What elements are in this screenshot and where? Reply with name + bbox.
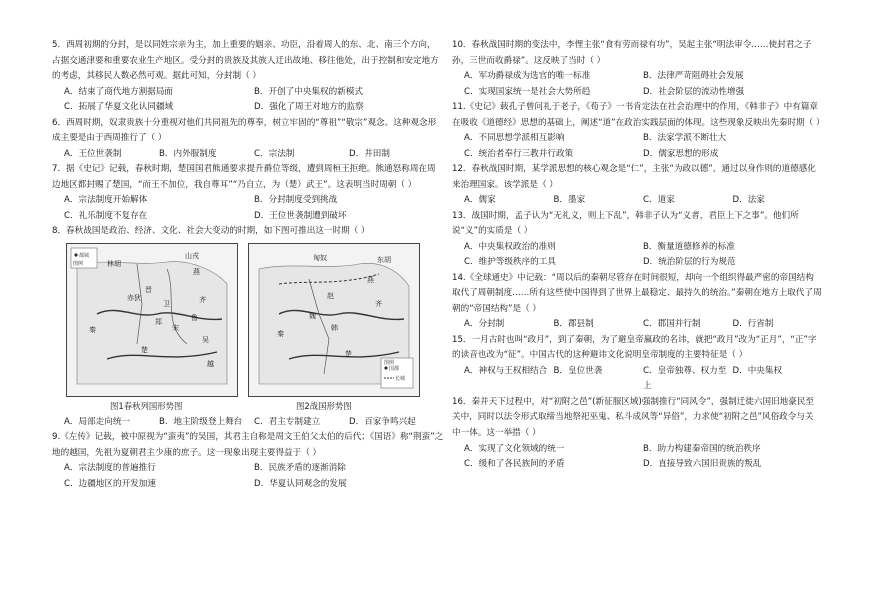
question-options: [452, 442, 822, 473]
option-d[interactable]: D．儒家思想的形成: [643, 148, 719, 159]
option-a[interactable]: A．军功爵禄成为选官的唯一标准: [464, 71, 591, 82]
left-column: [52, 38, 444, 492]
svg-text:燕: 燕: [367, 275, 374, 284]
option-b[interactable]: B．民族矛盾的逐渐消除: [254, 463, 346, 474]
option-c[interactable]: C．维护等级秩序的工具: [464, 257, 556, 268]
svg-text:韩: 韩: [331, 323, 338, 332]
option-b[interactable]: B．衡量道德修养的标准: [643, 241, 735, 252]
option-b[interactable]: B．开创了中央集权的新模式: [254, 86, 364, 97]
question-options: [452, 364, 822, 395]
option-d[interactable]: D．井田制: [349, 148, 390, 159]
question-stem: 5．西周初期的分封，是以同姓宗亲为主，加上重要的姻亲、功臣，沿着周人的东、北、南三个方向，占据交通津要和重要农业生产地区。受分封的贵族及其族人迁出故地、移往他处，出于控制和安定地方的考虑，其移民人数必然可观。据此可知，分封制（ ）: [52, 40, 439, 82]
question-stem: 8．春秋战国是政治、经济、文化、社会大变动的时期，如下图可推出这一时期（ ）: [52, 226, 370, 237]
option-b[interactable]: B．墨家: [553, 195, 586, 206]
question-7: [52, 162, 444, 224]
map-figures: [52, 243, 444, 415]
question-stem: 6．西周时期，奴隶贵族十分重视对他们共同祖先的尊奉，树立牢固的“尊祖”“敬宗”观念。这种观念形成主要是由于西周推行了（ ）: [52, 117, 437, 144]
question-16: [452, 395, 822, 473]
option-c[interactable]: C．缓和了各民族间的矛盾: [464, 458, 565, 469]
option-d[interactable]: D．社会阶层的流动性增强: [643, 86, 745, 97]
question-options: [52, 415, 444, 430]
option-c[interactable]: C．道家: [643, 195, 675, 206]
option-d[interactable]: D．中央集权: [732, 365, 783, 376]
question-stem: 16．秦并天下过程中，对“初附之邑”(新征服区域)强制推行“同风令”，强制迁徙六国旧地豪民至关中，同时以法令形式取缔当地祭祀巫鬼、私斗成风等“异俗”，力求使“初附之邑”风俗政令与关中一体。这一举措（ ）: [452, 396, 815, 438]
question-options: [452, 193, 822, 208]
question-options: [52, 193, 444, 224]
option-a[interactable]: A．神权与王权相结合: [464, 365, 548, 376]
option-c[interactable]: C．实现国家统一是社会大势所趋: [464, 86, 591, 97]
map1-caption: 图1春秋列国形势图: [110, 400, 183, 411]
option-d[interactable]: D．法家: [732, 195, 765, 206]
question-9: [52, 430, 444, 492]
question-11: [452, 100, 825, 162]
map2-caption: 图2战国形势图: [296, 400, 352, 411]
svg-text:齐: 齐: [375, 299, 382, 308]
svg-text:国都: 国都: [389, 365, 400, 372]
svg-text:楚: 楚: [345, 349, 352, 358]
option-a[interactable]: A．不同思想学派相互影响: [464, 133, 565, 144]
option-c[interactable]: C．宗法制: [254, 148, 295, 159]
option-d[interactable]: D．统治阶层的行为规范: [643, 257, 736, 268]
question-14: [452, 271, 822, 333]
svg-text:山戎: 山戎: [185, 251, 199, 260]
option-d[interactable]: D．行省制: [732, 319, 774, 330]
option-c[interactable]: C．郡国并行制: [643, 319, 701, 330]
question-6: [52, 116, 444, 163]
svg-text:图例: 图例: [384, 359, 395, 366]
question-stem: 9.《左传》记载，被中原视为“蛮夷”的吴国，其君主自称是周文王伯父太伯的后代；《国语》称“荆蛮”之地的越国，先祖为夏朝君主少康的庶子。这一现象出现主要得益于（ ）: [52, 432, 444, 458]
question-options: [52, 85, 444, 116]
question-options: [452, 240, 822, 271]
option-d[interactable]: D．强化了周王对地方的监察: [254, 102, 364, 113]
option-c[interactable]: C．拓展了华夏文化认同疆域: [64, 102, 174, 113]
question-stem: 11.《史记》载孔子曾问礼于老子，《荀子》一书肯定法在社会治理中的作用，《韩非子》中有篇章在吸收《道德经》思想的基础上，阐述“道”在政治实践层面的体现。这些现象反映出先秦时期（ ）: [452, 102, 825, 128]
option-d[interactable]: D．王位世袭制遭到破坏: [254, 210, 347, 221]
option-c[interactable]: C．君主专制建立: [254, 416, 321, 427]
svg-text:楚: 楚: [141, 345, 148, 354]
option-a[interactable]: A．儒家: [464, 195, 496, 206]
svg-text:燕: 燕: [193, 267, 200, 276]
warring-states-map: [248, 243, 420, 397]
spring-autumn-map: [66, 243, 238, 397]
option-c[interactable]: C．边疆地区的开发加速: [64, 478, 156, 489]
question-8: [52, 224, 444, 430]
svg-text:卫: 卫: [163, 299, 170, 308]
svg-text:长城: 长城: [395, 375, 406, 382]
option-a[interactable]: A．结束了商代地方割据局面: [64, 86, 174, 97]
right-column: [452, 38, 825, 472]
svg-text:都城: 都城: [79, 252, 90, 259]
option-a[interactable]: A．宗法制度开始解体: [64, 195, 148, 206]
question-stem: 10．春秋战国时期的变法中，李悝主张“食有劳而禄有功”，吴起主张“明法审令……使封君之子孙，三世而收爵禄”。这反映了当时（ ）: [452, 40, 812, 66]
svg-text:越: 越: [207, 359, 214, 368]
question-stem: 14.《全球通史》中记载：“周以后的秦朝尽管存在时间很短，却向一个组织得最严密的帝国结构取代了周朝制度……所有这些使中国得到了世界上最稳定、最持久的统治。”秦朝在地方上取代了周朝的“帝国结构”是（ ）: [452, 272, 822, 314]
svg-text:魏: 魏: [309, 311, 316, 320]
question-options: [52, 461, 444, 492]
question-options: [452, 317, 822, 332]
question-stem: 12．春秋战国时期，某学派思想的核心观念是“仁”，主张“为政以德”，通过以身作则的道德感化来治理国家。该学派是（ ）: [452, 164, 816, 190]
option-b[interactable]: B．郡县制: [553, 319, 594, 330]
question-stem: 13．战国时期，孟子认为“无礼义，则上下乱”，韩非子认为“义者，君臣上下之事”。他们所说“义”的实质是（ ）: [452, 210, 799, 237]
svg-text:郑: 郑: [155, 317, 162, 326]
question-5: [52, 38, 444, 116]
question-options: [452, 131, 822, 162]
svg-text:赤狄: 赤狄: [127, 293, 141, 302]
option-c[interactable]: C．统治者奉行三教并行政策: [464, 148, 574, 159]
svg-text:东胡: 东胡: [377, 255, 391, 264]
svg-text:秦: 秦: [277, 329, 284, 338]
question-options: [452, 69, 822, 100]
svg-text:林胡: 林胡: [107, 259, 121, 268]
question-stem: 15．一月古时也叫“政月”，到了秦朝，为了避皇帝嬴政的名讳，就把“政月”改为“正月”，“正”字的读音也改为“征”。中国古代的这种避讳文化说明皇帝制度的主要特征是（ ）: [452, 334, 817, 361]
option-c[interactable]: C．礼乐制度不复存在: [64, 210, 148, 221]
option-a[interactable]: A．分封制: [464, 319, 505, 330]
option-a[interactable]: A．宗法制度的普遍推行: [64, 463, 156, 474]
question-10: [452, 38, 822, 100]
option-c[interactable]: C．皇帝独尊、权力至上: [643, 365, 727, 392]
option-a[interactable]: A．王位世袭制: [64, 148, 122, 159]
option-b[interactable]: B．内外服制度: [159, 148, 217, 159]
svg-text:赵: 赵: [327, 291, 334, 300]
option-b[interactable]: B．助力构建秦帝国的统治秩序: [643, 443, 761, 454]
svg-text:宋: 宋: [172, 323, 179, 332]
option-b[interactable]: B．法家学派不断壮大: [643, 133, 727, 144]
svg-text:图例: 图例: [73, 260, 84, 267]
question-15: [452, 333, 822, 395]
question-13: [452, 209, 822, 271]
svg-text:匈奴: 匈奴: [313, 253, 327, 262]
option-b[interactable]: B．分封制度受到挑战: [254, 195, 338, 206]
option-b[interactable]: B．皇位世袭: [553, 365, 603, 376]
question-options: [52, 147, 444, 162]
option-d[interactable]: D．华夏认同观念的发展: [254, 478, 347, 489]
svg-text:吴: 吴: [202, 335, 209, 344]
option-a[interactable]: A．实现了文化领域的统一: [464, 443, 565, 454]
option-d[interactable]: D．百家争鸣兴起: [349, 416, 416, 427]
question-12: [452, 162, 822, 209]
svg-text:齐: 齐: [199, 295, 206, 304]
option-d[interactable]: D．直接导致六国旧贵族的叛乱: [643, 458, 762, 469]
svg-text:鲁: 鲁: [191, 313, 198, 322]
option-b[interactable]: B．地主阶级登上舞台: [159, 416, 243, 427]
option-a[interactable]: A．中央集权政治的准则: [464, 241, 556, 252]
option-b[interactable]: B．法律严苛阻碍社会发展: [643, 71, 744, 82]
svg-text:秦: 秦: [89, 325, 96, 334]
svg-text:晋: 晋: [145, 285, 152, 294]
option-a[interactable]: A．局部走向统一: [64, 416, 131, 427]
question-stem: 7．据《史记》记载，春秋时期，楚国国君熊通要求提升爵位等级，遭到周桓王拒绝。熊通怒称周在周边地区都封赐了楚国，“而王不加位，我自尊耳”“乃自立，为（楚）武王”。这表明当时周朝（ ）: [52, 164, 436, 190]
